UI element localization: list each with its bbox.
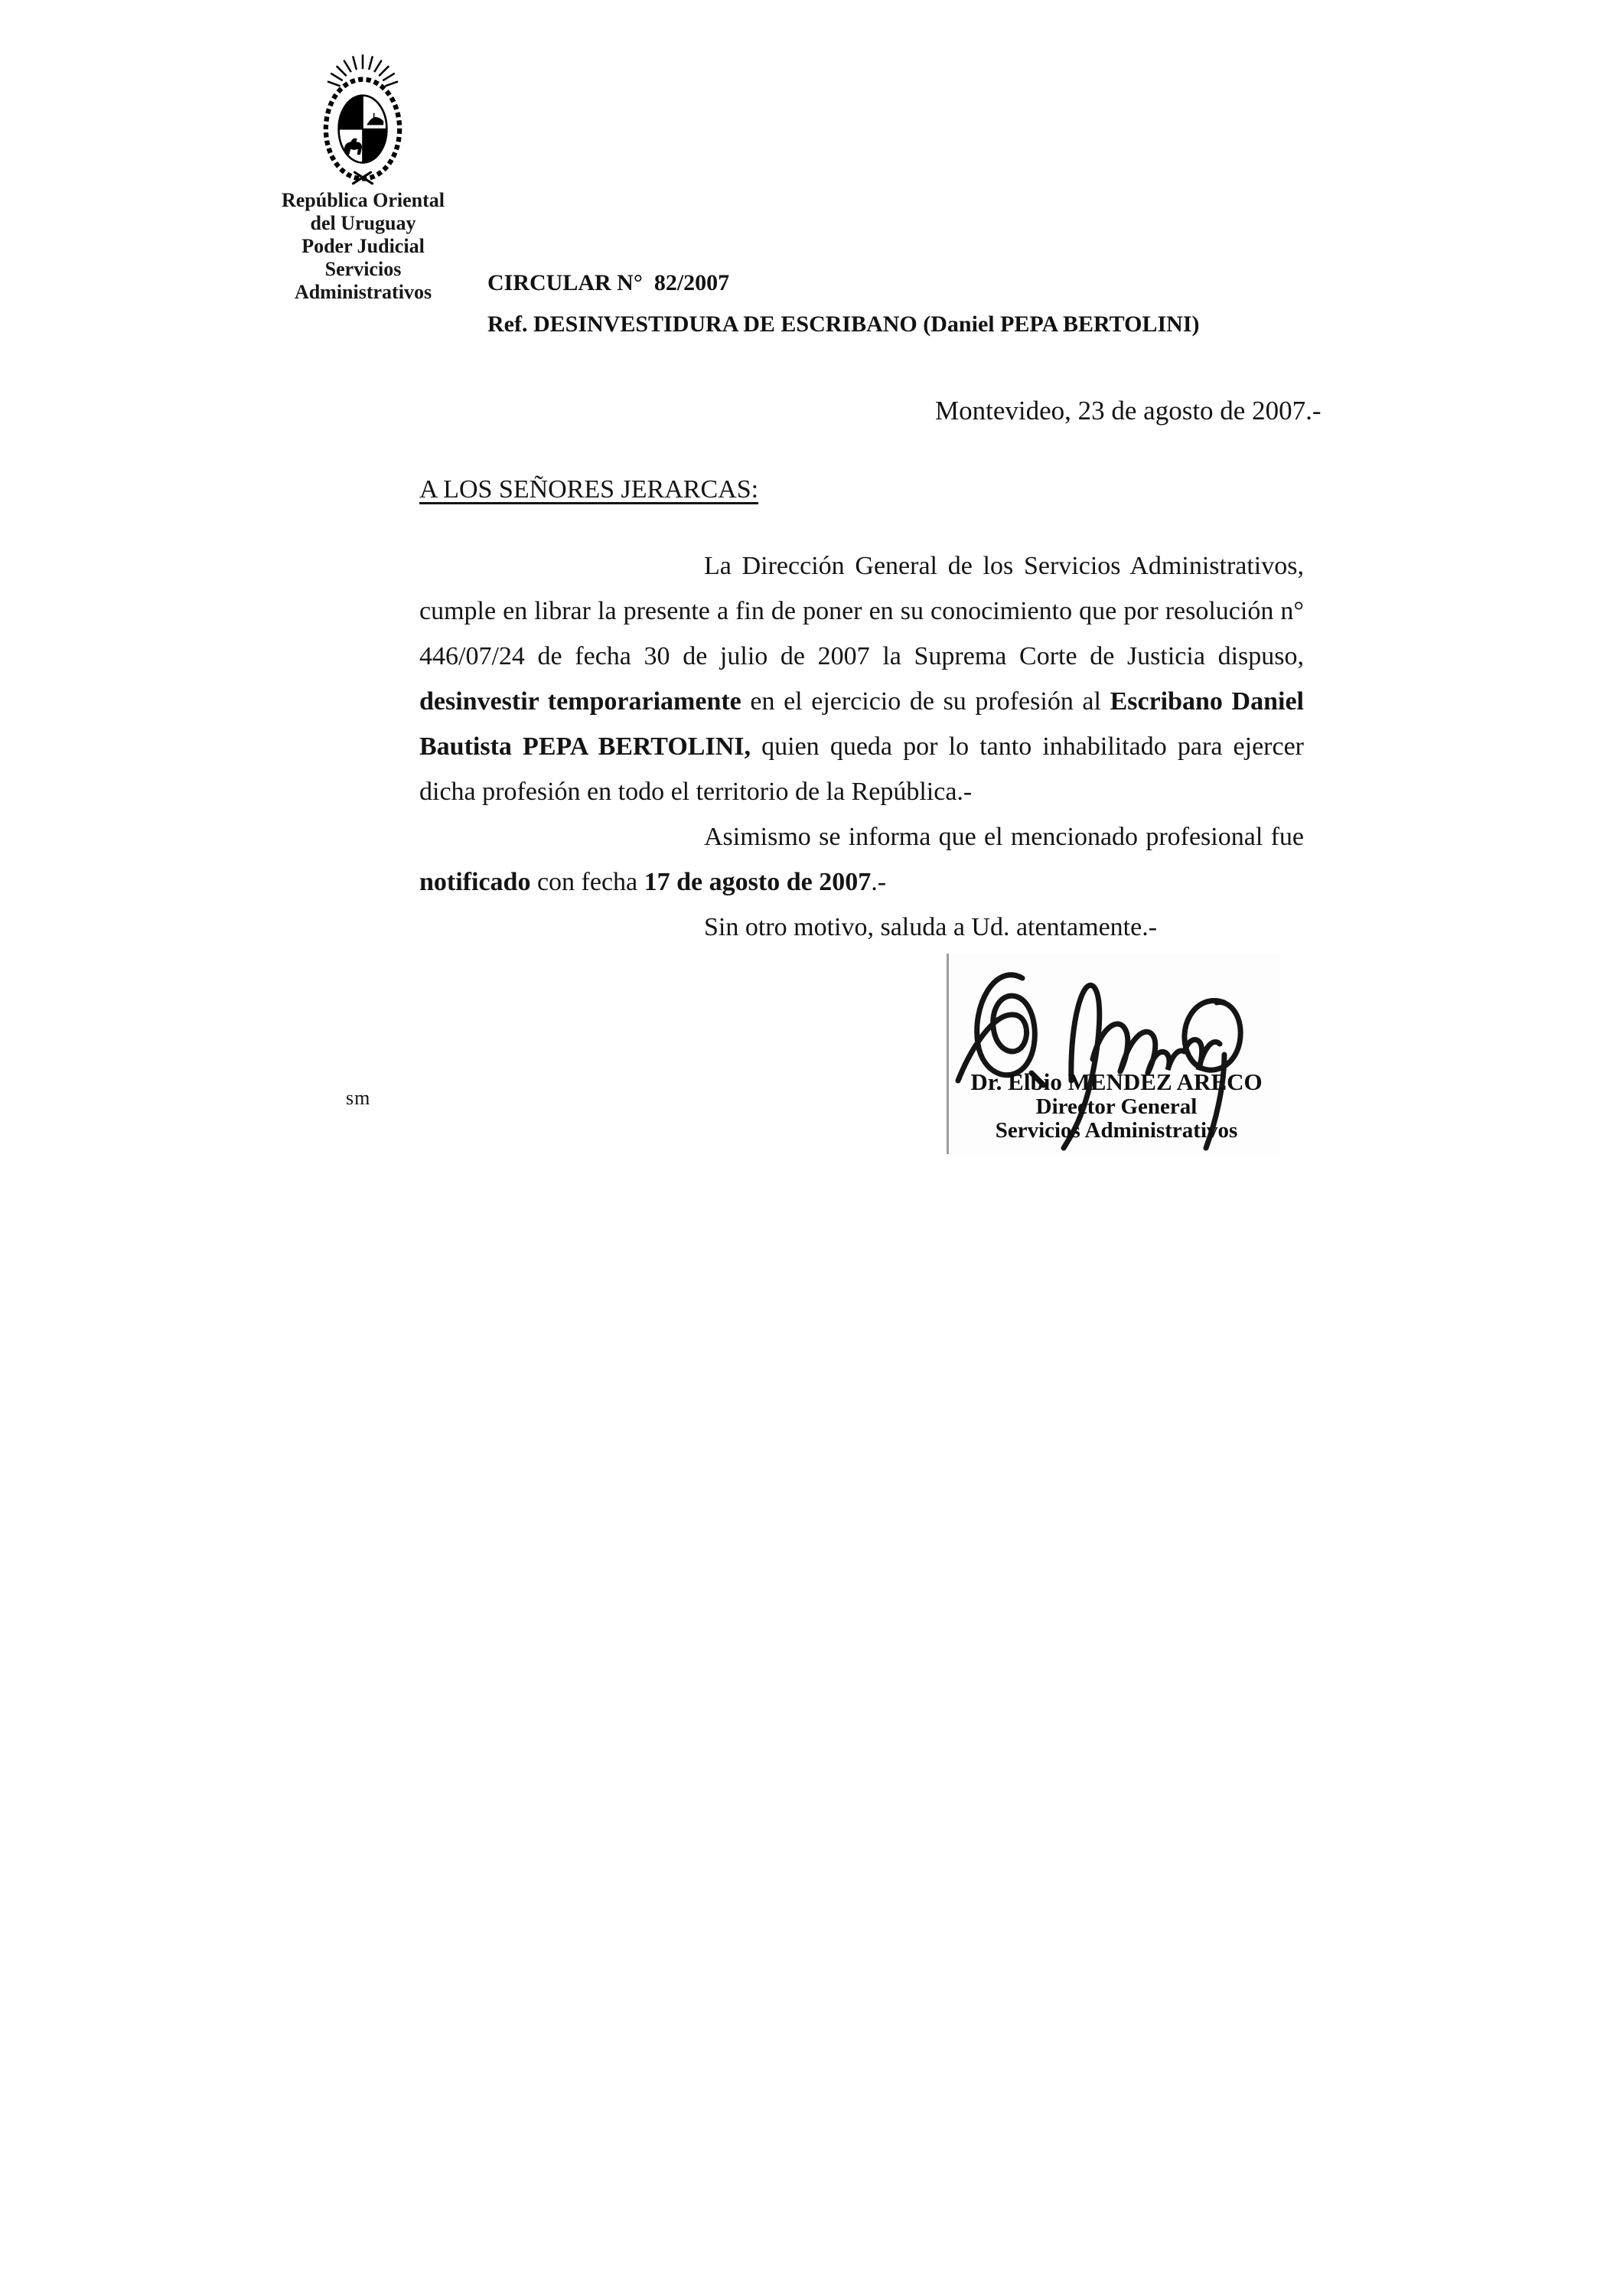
- org-line: Administrativos: [294, 281, 432, 303]
- dateline: Montevideo, 23 de agosto de 2007.-: [935, 396, 1322, 426]
- body-text-run: Asimismo se informa que el mencionado profesional fue: [704, 823, 1304, 851]
- body-text: [419, 543, 1304, 950]
- reference-line: Ref. DESINVESTIDURA DE ESCRIBANO (Daniel PEPA BERTOLINI): [487, 311, 1200, 337]
- uruguay-coat-of-arms-icon: [314, 51, 412, 187]
- org-name-block: [246, 189, 480, 304]
- body-text-run: en el ejercicio de su profesión al: [741, 687, 1110, 716]
- body-paragraph: [419, 905, 1304, 950]
- body-text-run: .-: [871, 868, 887, 896]
- body-text-bold-run: desinvestir temporariamente: [419, 687, 741, 716]
- salutation: A LOS SEÑORES JERARCAS:: [419, 475, 759, 504]
- body-text-bold-run: 17 de agosto de 2007: [644, 868, 872, 896]
- body-paragraph: [419, 814, 1304, 905]
- body-text-bold-run: Escribano Daniel Bautista PEPA BERTOLINI,: [419, 687, 1304, 761]
- body-paragraph: [419, 543, 1304, 814]
- body-text-run: quien queda por lo tanto inhabilitado para ejercer dicha profesión en todo el territorio de la República.-: [419, 732, 1305, 806]
- body-text-run: Sin otro motivo, saluda a Ud. atentamente.-: [704, 913, 1158, 941]
- body-text-bold-run: notificado: [419, 868, 531, 896]
- signer-name: Dr. Elbio MENDEZ ARECO: [970, 1068, 1263, 1095]
- org-line: República Oriental: [281, 189, 445, 211]
- org-line: Poder Judicial: [301, 235, 425, 257]
- body-text-run: La Dirección General de los Servicios Administrativos, cumple en librar la presente a fin de poner en su conocimiento que por resolución n° 446/07/24 de fecha 30 de julio de 2007 la Suprema Corte de Justicia dispuso,: [419, 552, 1304, 670]
- body-text-run: con fecha: [530, 868, 644, 896]
- signer-office: Servicios Administrativos: [995, 1118, 1238, 1143]
- signer-title: Director General: [1035, 1094, 1198, 1119]
- org-line: Servicios: [324, 258, 402, 280]
- typist-initials: sm: [346, 1087, 371, 1109]
- circular-number-line: CIRCULAR N° 82/2007: [487, 270, 730, 295]
- org-line: del Uruguay: [310, 212, 416, 234]
